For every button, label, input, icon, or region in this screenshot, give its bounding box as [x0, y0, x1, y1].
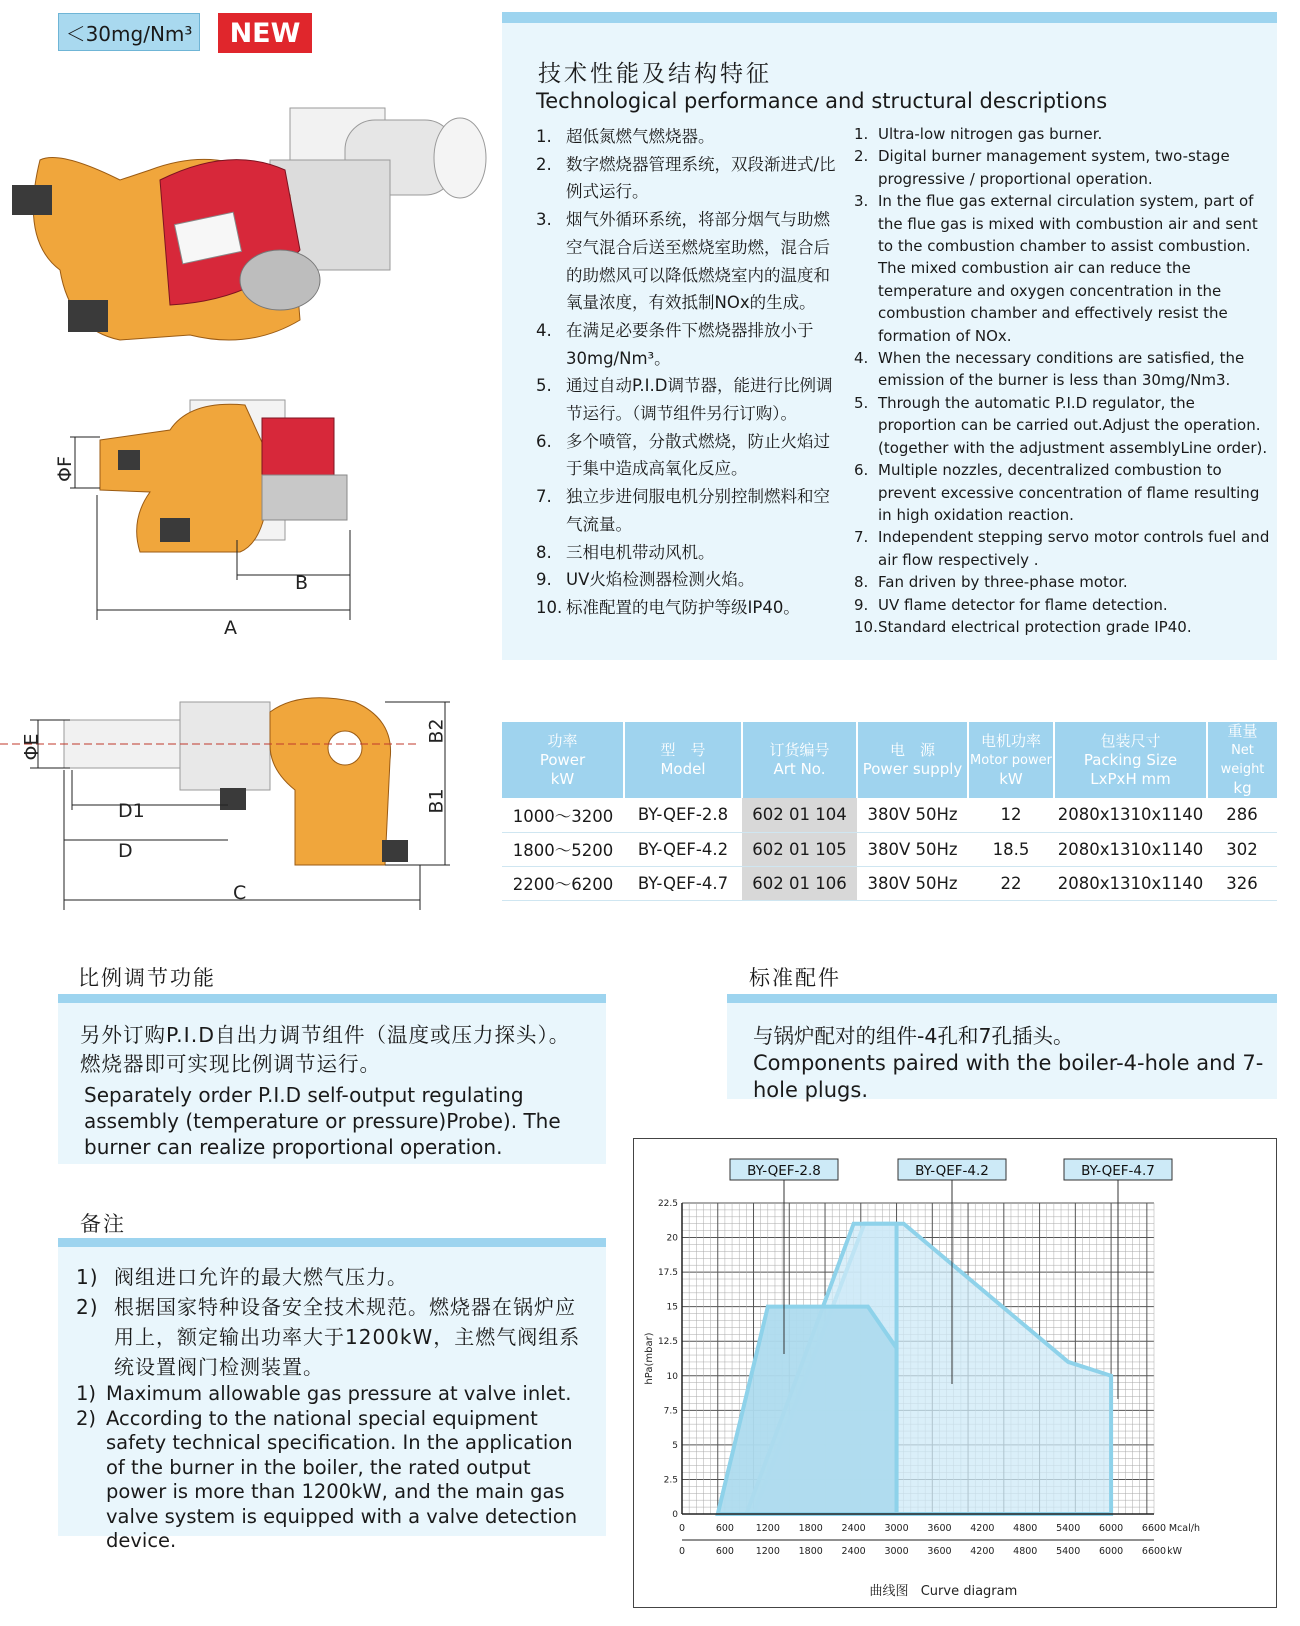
dim-d1-label: D1 — [118, 800, 145, 822]
features-list-en — [854, 123, 1276, 638]
table-cell: 1800～5200 — [502, 832, 624, 866]
dim-phi-e-label: ΦE — [20, 733, 43, 761]
series-label-BY-QEF-4.2: BY-QEF-4.2 — [915, 1163, 989, 1179]
list-item: 3. 烟气外循环系统，将部分烟气与助燃空气混合后送至燃烧室助燃，混合后的助燃风可以降低燃烧室内的温度和氧量浓度，有效抵制NOx的生成。 — [536, 210, 830, 313]
burner-illustration — [0, 100, 495, 660]
x-tick-label: 6600 — [1141, 1523, 1167, 1534]
y-tick-label: 2.5 — [663, 1475, 678, 1486]
list-item: 2. Digital burner management system, two-stage progressive / proportional operation. — [854, 147, 1230, 188]
notes-title: 备注 — [80, 1212, 126, 1236]
x-unit-mcal: Mcal/h — [1168, 1523, 1200, 1534]
x-tick-label: 6000 — [1098, 1523, 1124, 1534]
table-row — [502, 798, 1277, 832]
notes-list — [76, 1262, 596, 1554]
y-tick-label: 10 — [666, 1371, 678, 1382]
table-header-cell: 包装尺寸 Packing Size LxPxH mm — [1054, 722, 1207, 798]
dim-a-label: A — [224, 617, 237, 639]
y-tick-label: 15 — [666, 1302, 678, 1313]
table-cell: 380V 50Hz — [857, 798, 968, 832]
x-tick-label-kw: 6600 — [1141, 1546, 1167, 1557]
table-header-cell: 功率 Power kW — [502, 722, 624, 798]
table-cell: 2080x1310x1140 — [1054, 832, 1207, 866]
table-cell: 18.5 — [968, 832, 1054, 866]
burner-3d-icon — [12, 108, 486, 340]
proportional-text-en: Separately order P.I.D self-output regulating assembly (temperature or pressure)Probe). The burner can realize proportional operation. — [84, 1083, 561, 1159]
table-cell: 326 — [1207, 866, 1277, 900]
table-header-cell: 电机功率 Motor power kW — [968, 722, 1054, 798]
series-label-BY-QEF-2.8: BY-QEF-2.8 — [747, 1163, 821, 1179]
proportional-box — [58, 994, 606, 1164]
x-tick-label-kw: 1800 — [798, 1546, 823, 1557]
list-item: 4. When the necessary conditions are satisfied, the emission of the burner is less than 30mg/Nm3. — [854, 349, 1245, 390]
table-cell: BY-QEF-4.7 — [624, 866, 742, 900]
table-cell: 602 01 104 — [742, 798, 857, 832]
table-row — [502, 866, 1277, 900]
spec-table — [502, 722, 1277, 901]
x-tick-label-kw: 600 — [715, 1546, 734, 1557]
x-tick-label-kw: 1200 — [755, 1546, 780, 1557]
list-item: 2) 根据国家特种设备安全技术规范。燃烧器在锅炉应用上，额定输出功率大于1200kW，主燃气阀组系统设置阀门检测装置。 — [76, 1295, 581, 1379]
table-cell: BY-QEF-4.2 — [624, 832, 742, 866]
y-tick-label: 7.5 — [663, 1406, 678, 1417]
chart-caption-en: Curve diagram — [920, 1584, 1018, 1599]
table-cell: 380V 50Hz — [857, 832, 968, 866]
x-tick-label-kw: 4200 — [970, 1546, 995, 1557]
list-item: 3. In the flue gas external circulation system, part of the flue gas is mixed with combustion air and sent to the combustion chamber to assist combustion. The mixed combustion air can reduce the temperature and oxygen concentration in the combustion chamber and effectively resist the formation of NOx. — [854, 192, 1258, 345]
list-item: 10. 标准配置的电气防护等级IP40。 — [536, 597, 800, 617]
x-tick-label: 3600 — [927, 1523, 952, 1534]
table-cell: 2080x1310x1140 — [1054, 866, 1207, 900]
accessories-text-cn: 与锅炉配对的组件-4孔和7孔插头。 — [753, 1024, 1074, 1048]
table-cell: 602 01 105 — [742, 832, 857, 866]
curve-chart — [634, 1139, 1275, 1606]
list-item: 1) 阀组进口允许的最大燃气压力。 — [76, 1265, 408, 1289]
table-header-cell: 型 号 Model — [624, 722, 742, 798]
accessories-box — [727, 994, 1277, 1102]
features-title-en: Technological performance and structural descriptions — [536, 89, 1108, 113]
x-tick-label-kw: 5400 — [1056, 1546, 1081, 1557]
series-label-BY-QEF-4.7: BY-QEF-4.7 — [1081, 1163, 1155, 1179]
accessories-title: 标准配件 — [749, 966, 841, 990]
table-cell: 602 01 106 — [742, 866, 857, 900]
x-tick-label: 600 — [715, 1523, 734, 1534]
chart-caption-cn: 曲线图 — [869, 1584, 909, 1599]
features-title-cn: 技术性能及结构特征 — [538, 61, 772, 87]
list-item: 2. 数字燃烧器管理系统，双段渐进式/比例式运行。 — [536, 154, 836, 202]
x-tick-label: 3000 — [884, 1523, 909, 1534]
x-tick-label-kw: 4800 — [1013, 1546, 1038, 1557]
y-tick-label: 17.5 — [657, 1268, 678, 1279]
x-tick-label-kw: 0 — [678, 1546, 686, 1557]
x-tick-label: 2400 — [841, 1523, 866, 1534]
x-tick-label: 1200 — [755, 1523, 780, 1534]
x-tick-label-kw: 6000 — [1098, 1546, 1124, 1557]
list-item: 4. 在满足必要条件下燃烧器排放小于30mg/Nm³。 — [536, 320, 814, 368]
list-item: 9. UV flame detector for flame detection. — [854, 595, 1168, 614]
y-axis-label: hPa(mbar) — [644, 1332, 655, 1385]
table-cell: BY-QEF-2.8 — [624, 798, 742, 832]
table-header-cell: 重量 Net weight kg — [1207, 722, 1277, 798]
list-item: 8. Fan driven by three-phase motor. — [854, 573, 1128, 592]
table-cell: 286 — [1207, 798, 1277, 832]
x-tick-label: 1800 — [798, 1523, 823, 1534]
proportional-text-cn: 另外订购P.I.D自出力调节组件（温度或压力探头）。燃烧器即可实现比例调节运行。 — [80, 1023, 571, 1076]
x-tick-label: 0 — [678, 1523, 686, 1534]
x-tick-label-kw: 2400 — [841, 1546, 866, 1557]
list-item: 6. 多个喷管，分散式燃烧，防止火焰过于集中造成高氧化反应。 — [536, 431, 830, 479]
accessories-text-en: Components paired with the boiler-4-hole and 7-hole plugs. — [753, 1051, 1264, 1102]
dim-b-label: B — [295, 572, 309, 594]
x-tick-label: 4800 — [1013, 1523, 1038, 1534]
list-item: 10. Standard electrical protection grade IP40. — [854, 617, 1192, 636]
table-cell: 2200～6200 — [502, 866, 624, 900]
proportional-title: 比例调节功能 — [78, 966, 216, 990]
list-item: 8. 三相电机带动风机。 — [536, 542, 715, 562]
features-list-cn — [536, 123, 836, 622]
y-tick-label: 20 — [666, 1233, 678, 1244]
y-tick-label: 5 — [672, 1440, 678, 1451]
notes-box — [58, 1238, 606, 1552]
list-item: 2) According to the national special equipment safety technical specification. In the application of the burner in the boiler, the rated output power is more than 1200kW, and the main gas valve system is equipped with a valve detection device. — [76, 1406, 578, 1552]
table-cell: 22 — [968, 866, 1054, 900]
x-tick-label: 5400 — [1056, 1523, 1081, 1534]
dim-d-label: D — [118, 840, 133, 862]
table-row — [502, 832, 1277, 866]
new-badge: NEW — [218, 13, 312, 53]
list-item: 1) Maximum allowable gas pressure at valve inlet. — [76, 1382, 572, 1405]
list-item: 9. UV火焰检测器检测火焰。 — [536, 570, 755, 590]
y-tick-label: 12.5 — [657, 1337, 678, 1348]
curve-diagram — [633, 1138, 1277, 1608]
dim-b1-label: B1 — [425, 788, 448, 814]
emission-badge: ＜30mg/Nm³ — [58, 13, 200, 51]
list-item: 5. 通过自动P.I.D调节器，能进行比例调节运行。（调节组件另行订购）。 — [536, 376, 833, 424]
table-cell: 380V 50Hz — [857, 866, 968, 900]
table-header-cell: 电 源 Power supply — [857, 722, 968, 798]
dim-c-label: C — [233, 882, 247, 904]
table-header-row — [502, 722, 1277, 798]
table-header-cell: 订货编号 Art No. — [742, 722, 857, 798]
table-cell: 1000～3200 — [502, 798, 624, 832]
features-panel — [502, 12, 1277, 660]
y-tick-label: 0 — [672, 1510, 678, 1520]
list-item: 1. Ultra-low nitrogen gas burner. — [854, 125, 1103, 143]
x-unit-kw: kW — [1167, 1546, 1182, 1557]
table-cell: 302 — [1207, 832, 1277, 866]
list-item: 5. Through the automatic P.I.D regulator, the proportion can be carried out.Adjust the operation.(together with the adjustment assemblyLine order). — [854, 393, 1268, 457]
dim-b2-label: B2 — [425, 718, 448, 744]
dim-phi-f-label: ΦF — [53, 456, 76, 482]
y-tick-label: 22.5 — [657, 1199, 678, 1209]
x-tick-label: 4200 — [970, 1523, 995, 1534]
x-tick-label-kw: 3600 — [927, 1546, 952, 1557]
list-item: 1. 超低氮燃气燃烧器。 — [536, 127, 715, 146]
list-item: 6. Multiple nozzles, decentralized combustion to prevent excessive concentration of flame resulting in high oxidation reaction. — [854, 461, 1260, 524]
list-item: 7. Independent stepping servo motor controls fuel and air flow respectively . — [854, 528, 1270, 569]
table-cell: 2080x1310x1140 — [1054, 798, 1207, 832]
list-item: 7. 独立步进伺服电机分别控制燃料和空气流量。 — [536, 487, 830, 534]
table-cell: 12 — [968, 798, 1054, 832]
series-area-BY-QEF-2.8 — [718, 1307, 897, 1514]
x-tick-label-kw: 3000 — [884, 1546, 909, 1557]
